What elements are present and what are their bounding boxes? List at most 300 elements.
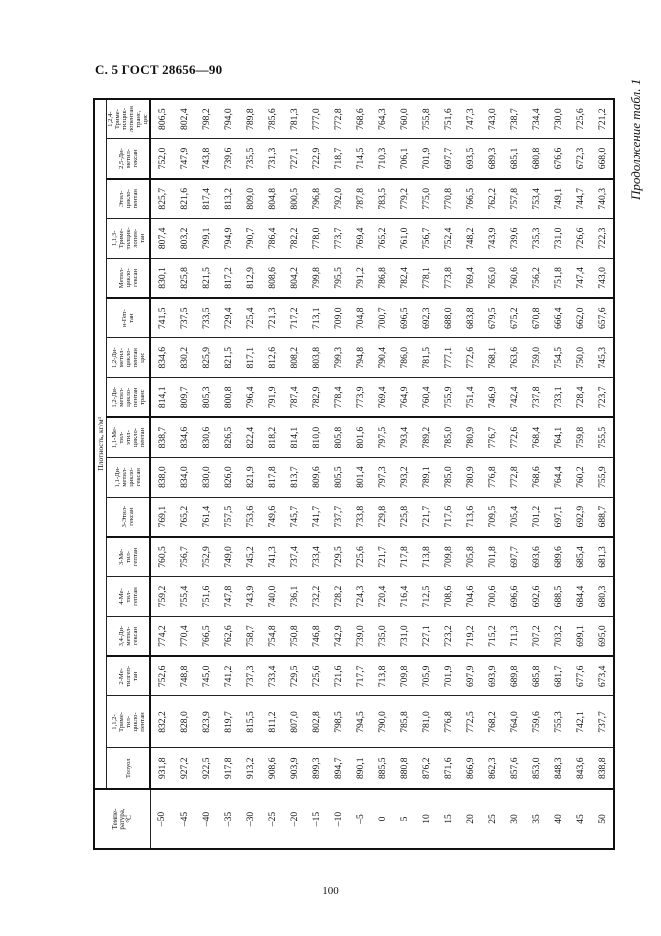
density-cell: 764,1: [547, 417, 569, 457]
density-cell: 685,4: [569, 537, 591, 577]
density-cell: 769,4: [349, 218, 371, 258]
density-cell: 737,4: [283, 537, 305, 577]
density-cell: 768,4: [525, 417, 547, 457]
density-cell: 778,1: [415, 258, 437, 298]
table-row: [327, 99, 349, 849]
density-cell: 749,6: [261, 497, 283, 537]
density-cell: 713,8: [371, 656, 393, 696]
density-cell: 758,7: [239, 616, 261, 656]
density-cell: 777,0: [305, 99, 327, 139]
temperature-cell: 50: [591, 789, 614, 849]
density-cell: 834,0: [173, 457, 195, 497]
density-cell: 740,0: [261, 577, 283, 617]
density-cell: 737,7: [591, 696, 614, 748]
density-cell: 798,5: [327, 696, 349, 748]
density-cell: 770,8: [437, 179, 459, 219]
density-cell: 717,7: [349, 656, 371, 696]
density-cell: 785,0: [437, 417, 459, 457]
column-header: 1,2-Ди- метил- цикло- пентан транс: [107, 378, 151, 418]
density-cell: 814,1: [283, 417, 305, 457]
density-cell: 692,3: [415, 298, 437, 338]
density-cell: 797,3: [371, 457, 393, 497]
density-cell: 787,4: [283, 378, 305, 418]
density-cell: 780,9: [459, 457, 481, 497]
density-cell: 785,8: [393, 696, 415, 748]
density-cell: 741,2: [217, 656, 239, 696]
density-cell: 683,8: [459, 298, 481, 338]
density-cell: 772,6: [503, 417, 525, 457]
temperature-cell: 10: [415, 789, 437, 849]
column-header: 1,2-Ди- метил- цикло- пентан цис: [107, 338, 151, 378]
table-row: [503, 99, 525, 849]
temperature-cell: 40: [547, 789, 569, 849]
density-cell: 779,2: [393, 179, 415, 219]
density-cell: 733,4: [305, 537, 327, 577]
density-cell: 780,9: [459, 417, 481, 457]
density-cell: 799,3: [327, 338, 349, 378]
density-cell: 755,5: [591, 417, 614, 457]
density-cell: 772,6: [459, 338, 481, 378]
density-cell: 725,6: [569, 99, 591, 139]
density-cell: 760,2: [569, 457, 591, 497]
density-cell: 680,8: [525, 139, 547, 179]
table-row: [261, 99, 283, 849]
density-table: [93, 98, 615, 850]
density-cell: 725,6: [349, 537, 371, 577]
table-row: [437, 99, 459, 849]
density-cell: 749,1: [547, 179, 569, 219]
density-table-container: [93, 100, 608, 850]
density-cell: 793,2: [393, 457, 415, 497]
page-header: С. 5 ГОСТ 28656—90: [95, 62, 223, 77]
density-cell: 764,9: [393, 378, 415, 418]
density-cell: 862,3: [481, 748, 503, 789]
density-cell: 717,8: [393, 537, 415, 577]
density-cell: 743,8: [195, 139, 217, 179]
density-cell: 776,8: [437, 696, 459, 748]
density-cell: 721,7: [415, 497, 437, 537]
density-cell: 740,3: [591, 179, 614, 219]
density-cell: 685,8: [525, 656, 547, 696]
density-cell: 753,4: [525, 179, 547, 219]
density-cell: 804,8: [261, 179, 283, 219]
density-cell: 721,2: [591, 99, 614, 139]
density-cell: 825,9: [195, 338, 217, 378]
temperature-cell: 45: [569, 789, 591, 849]
density-cell: 713,6: [459, 497, 481, 537]
density-cell: 830,2: [173, 338, 195, 378]
density-cell: 821,9: [239, 457, 261, 497]
temperature-cell: –45: [173, 789, 195, 849]
density-cell: 834,6: [173, 417, 195, 457]
density-cell: 707,2: [525, 616, 547, 656]
column-header: Этил- цикло- пентан: [107, 179, 151, 219]
density-cell: 750,8: [283, 616, 305, 656]
density-cell: 782,2: [283, 218, 305, 258]
density-cell: 742,4: [503, 378, 525, 418]
density-cell: 743,9: [481, 218, 503, 258]
density-cell: 712,5: [415, 577, 437, 617]
density-cell: 764,3: [371, 99, 393, 139]
density-cell: 755,4: [173, 577, 195, 617]
density-cell: 748,8: [173, 656, 195, 696]
density-cell: 725,6: [305, 656, 327, 696]
density-cell: 801,6: [349, 417, 371, 457]
density-cell: 843,6: [569, 748, 591, 789]
density-cell: 786,0: [393, 338, 415, 378]
density-cell: 679,5: [481, 298, 503, 338]
temperature-cell: –35: [217, 789, 239, 849]
density-cell: 782,9: [305, 378, 327, 418]
density-cell: 799,1: [195, 218, 217, 258]
density-cell: 785,6: [261, 99, 283, 139]
density-cell: 737,8: [525, 378, 547, 418]
density-cell: 746,9: [481, 378, 503, 418]
density-cell: 781,5: [415, 338, 437, 378]
column-header: 3,4-Ди- метил- гексан: [107, 616, 151, 656]
density-cell: 785,0: [437, 457, 459, 497]
density-cell: 709,8: [393, 656, 415, 696]
density-cell: 729,8: [371, 497, 393, 537]
density-cell: 704,6: [459, 577, 481, 617]
density-cell: 685,1: [503, 139, 525, 179]
density-cell: 806,5: [150, 99, 173, 139]
density-group-header: Плотность, кг/м³: [94, 99, 107, 789]
density-cell: 783,5: [371, 179, 393, 219]
density-cell: 810,0: [305, 417, 327, 457]
density-cell: 722,9: [305, 139, 327, 179]
density-cell: 745,7: [283, 497, 305, 537]
column-header: 2,5-Ди- метил- гексан: [107, 139, 151, 179]
density-cell: 760,6: [503, 258, 525, 298]
density-cell: 817,1: [239, 338, 261, 378]
column-header: 3-Ме- тил- гептан: [107, 537, 151, 577]
density-cell: 744,7: [569, 179, 591, 219]
density-cell: 705,8: [459, 537, 481, 577]
density-cell: 812,9: [239, 258, 261, 298]
density-cell: 755,9: [437, 378, 459, 418]
density-cell: 729,5: [283, 656, 305, 696]
density-cell: 742,9: [327, 616, 349, 656]
density-cell: 848,3: [547, 748, 569, 789]
density-cell: 757,8: [503, 179, 525, 219]
density-cell: 730,0: [547, 99, 569, 139]
density-cell: 794,9: [217, 218, 239, 258]
density-cell: 735,0: [371, 616, 393, 656]
density-cell: 894,7: [327, 748, 349, 789]
density-cell: 731,3: [261, 139, 283, 179]
density-cell: 885,5: [371, 748, 393, 789]
column-header: 1,1,3- Триме- тилцик- лопен- тан: [107, 218, 151, 258]
density-cell: 774,2: [150, 616, 173, 656]
table-row: [150, 99, 173, 849]
density-cell: 697,7: [503, 537, 525, 577]
density-cell: 773,8: [437, 258, 459, 298]
density-cell: 731,0: [547, 218, 569, 258]
density-cell: 764,0: [503, 696, 525, 748]
density-cell: 790,7: [239, 218, 261, 258]
table-row: [547, 99, 569, 849]
density-cell: 822,4: [239, 417, 261, 457]
density-cell: 819,7: [217, 696, 239, 748]
density-cell: 737,7: [327, 497, 349, 537]
density-cell: 781,3: [283, 99, 305, 139]
density-cell: 770,4: [173, 616, 195, 656]
density-cell: 675,2: [503, 298, 525, 338]
density-cell: 760,5: [150, 537, 173, 577]
density-cell: 899,3: [305, 748, 327, 789]
density-cell: 772,8: [327, 99, 349, 139]
density-cell: 765,0: [481, 258, 503, 298]
density-cell: 787,8: [349, 179, 371, 219]
density-cell: 733,4: [261, 656, 283, 696]
density-cell: 717,2: [283, 298, 305, 338]
density-cell: 751,4: [459, 378, 481, 418]
density-cell: 728,4: [569, 378, 591, 418]
density-cell: 754,8: [261, 616, 283, 656]
temperature-cell: 5: [393, 789, 415, 849]
density-cell: 813,7: [283, 457, 305, 497]
density-cell: 792,0: [327, 179, 349, 219]
density-cell: 748,2: [459, 218, 481, 258]
density-cell: 927,2: [173, 748, 195, 789]
density-cell: 704,8: [349, 298, 371, 338]
density-cell: 741,3: [261, 537, 283, 577]
density-cell: 830,0: [195, 457, 217, 497]
table-row: [393, 99, 415, 849]
density-cell: 688,0: [437, 298, 459, 338]
density-cell: 688,5: [547, 577, 569, 617]
density-cell: 775,0: [415, 179, 437, 219]
density-cell: 737,3: [239, 656, 261, 696]
density-cell: 761,0: [393, 218, 415, 258]
density-cell: 768,2: [481, 696, 503, 748]
table-row: [173, 99, 195, 849]
density-cell: 743,9: [239, 577, 261, 617]
density-cell: 789,2: [415, 417, 437, 457]
density-cell: 689,3: [481, 139, 503, 179]
density-cell: 830,6: [195, 417, 217, 457]
density-cell: 751,6: [195, 577, 217, 617]
density-cell: 808,2: [283, 338, 305, 378]
density-cell: 765,2: [371, 218, 393, 258]
density-cell: 696,6: [503, 577, 525, 617]
density-cell: 761,4: [195, 497, 217, 537]
table-continuation-label: Продолжение табл. 1: [628, 78, 643, 200]
table-row: [217, 99, 239, 849]
density-cell: 794,5: [349, 696, 371, 748]
density-cell: 713,1: [305, 298, 327, 338]
density-cell: 809,6: [305, 457, 327, 497]
density-cell: 752,4: [437, 218, 459, 258]
density-cell: 797,5: [371, 417, 393, 457]
density-cell: 817,4: [195, 179, 217, 219]
density-cell: 743,0: [481, 99, 503, 139]
density-cell: 821,5: [217, 338, 239, 378]
table-row: [459, 99, 481, 849]
density-cell: 716,4: [393, 577, 415, 617]
density-cell: 778,4: [327, 378, 349, 418]
density-cell: 890,1: [349, 748, 371, 789]
density-cell: 789,8: [239, 99, 261, 139]
density-cell: 762,6: [217, 616, 239, 656]
density-cell: 805,5: [327, 457, 349, 497]
density-cell: 727,1: [415, 616, 437, 656]
density-cell: 747,9: [173, 139, 195, 179]
density-cell: 823,9: [195, 696, 217, 748]
temperature-cell: 35: [525, 789, 547, 849]
table-row: [591, 99, 614, 849]
density-cell: 765,2: [173, 497, 195, 537]
density-cell: 733,8: [349, 497, 371, 537]
density-cell: 742,1: [569, 696, 591, 748]
column-header: 2-Ме- тилгеп- тан: [107, 656, 151, 696]
density-cell: 769,4: [371, 378, 393, 418]
density-cell: 747,8: [217, 577, 239, 617]
density-cell: 800,8: [217, 378, 239, 418]
density-cell: 764,4: [547, 457, 569, 497]
density-cell: 759,8: [569, 417, 591, 457]
density-cell: 752,9: [195, 537, 217, 577]
density-cell: 825,8: [173, 258, 195, 298]
density-cell: 676,6: [547, 139, 569, 179]
density-cell: 752,6: [150, 656, 173, 696]
density-cell: 747,3: [459, 99, 481, 139]
density-cell: 776,7: [481, 417, 503, 457]
density-cell: 692,6: [525, 577, 547, 617]
density-cell: 917,8: [217, 748, 239, 789]
density-cell: 701,2: [525, 497, 547, 537]
density-cell: 821,6: [173, 179, 195, 219]
density-cell: 733,5: [195, 298, 217, 338]
density-cell: 805,8: [327, 417, 349, 457]
density-cell: 913,2: [239, 748, 261, 789]
table-row: [195, 99, 217, 849]
density-cell: 741,5: [150, 298, 173, 338]
temperature-cell: 25: [481, 789, 503, 849]
density-cell: 739,0: [349, 616, 371, 656]
density-cell: 777,1: [437, 338, 459, 378]
density-cell: 728,2: [327, 577, 349, 617]
density-cell: 693,6: [525, 537, 547, 577]
density-cell: 811,2: [261, 696, 283, 748]
density-cell: 769,4: [459, 258, 481, 298]
density-cell: 802,4: [173, 99, 195, 139]
density-cell: 743,0: [591, 258, 614, 298]
column-header: н-Геп- тан: [107, 298, 151, 338]
density-cell: 699,1: [569, 616, 591, 656]
density-cell: 908,6: [261, 748, 283, 789]
density-cell: 745,2: [239, 537, 261, 577]
density-cell: 826,5: [217, 417, 239, 457]
density-cell: 866,9: [459, 748, 481, 789]
density-cell: 922,5: [195, 748, 217, 789]
density-cell: 681,3: [591, 537, 614, 577]
density-cell: 880,8: [393, 748, 415, 789]
density-cell: 759,0: [525, 338, 547, 378]
density-cell: 786,4: [261, 218, 283, 258]
column-header: 4-Ме- тил- гептан: [107, 577, 151, 617]
density-cell: 789,1: [415, 457, 437, 497]
density-cell: 713,8: [415, 537, 437, 577]
density-cell: 735,5: [239, 139, 261, 179]
density-cell: 786,8: [371, 258, 393, 298]
density-cell: 769,1: [150, 497, 173, 537]
density-cell: 776,8: [481, 457, 503, 497]
density-cell: 692,9: [569, 497, 591, 537]
density-cell: 931,8: [150, 748, 173, 789]
table-row: [305, 99, 327, 849]
density-cell: 773,9: [349, 378, 371, 418]
density-cell: 754,5: [547, 338, 569, 378]
density-cell: 725,4: [239, 298, 261, 338]
density-cell: 817,8: [261, 457, 283, 497]
density-cell: 815,5: [239, 696, 261, 748]
density-cell: 715,2: [481, 616, 503, 656]
density-cell: 700,7: [371, 298, 393, 338]
density-cell: 745,3: [591, 338, 614, 378]
density-cell: 727,1: [283, 139, 305, 179]
density-cell: 817,2: [217, 258, 239, 298]
density-cell: 768,6: [349, 99, 371, 139]
column-header: Метил- цикло- гексан: [107, 258, 151, 298]
density-cell: 794,0: [217, 99, 239, 139]
density-cell: 812,6: [261, 338, 283, 378]
density-cell: 834,6: [150, 338, 173, 378]
density-cell: 731,0: [393, 616, 415, 656]
temperature-cell: –5: [349, 789, 371, 849]
temperature-cell: 15: [437, 789, 459, 849]
table-row: [349, 99, 371, 849]
density-cell: 871,6: [437, 748, 459, 789]
table-row: [481, 99, 503, 849]
density-cell: 745,0: [195, 656, 217, 696]
density-cell: 828,0: [173, 696, 195, 748]
density-cell: 807,4: [150, 218, 173, 258]
table-row: [525, 99, 547, 849]
density-cell: 757,5: [217, 497, 239, 537]
density-cell: 768,1: [481, 338, 503, 378]
density-cell: 721,7: [371, 537, 393, 577]
density-cell: 746,8: [305, 616, 327, 656]
density-cell: 711,3: [503, 616, 525, 656]
temperature-cell: 20: [459, 789, 481, 849]
density-cell: 755,9: [591, 457, 614, 497]
density-cell: 693,9: [481, 656, 503, 696]
table-row: [283, 99, 305, 849]
density-cell: 772,5: [459, 696, 481, 748]
density-cell: 838,0: [150, 457, 173, 497]
density-cell: 809,0: [239, 179, 261, 219]
density-cell: 802,8: [305, 696, 327, 748]
density-cell: 825,7: [150, 179, 173, 219]
density-cell: 738,7: [503, 99, 525, 139]
temperature-cell: –50: [150, 789, 173, 849]
density-cell: 718,7: [327, 139, 349, 179]
density-cell: 813,2: [217, 179, 239, 219]
density-cell: 763,6: [503, 338, 525, 378]
density-cell: 705,4: [503, 497, 525, 537]
density-cell: 709,5: [481, 497, 503, 537]
density-cell: 807,0: [283, 696, 305, 748]
temperature-cell: –40: [195, 789, 217, 849]
density-cell: 706,1: [393, 139, 415, 179]
density-cell: 794,8: [349, 338, 371, 378]
density-cell: 760,0: [393, 99, 415, 139]
temperature-cell: –30: [239, 789, 261, 849]
density-cell: 759,2: [150, 577, 173, 617]
density-cell: 796,4: [239, 378, 261, 418]
